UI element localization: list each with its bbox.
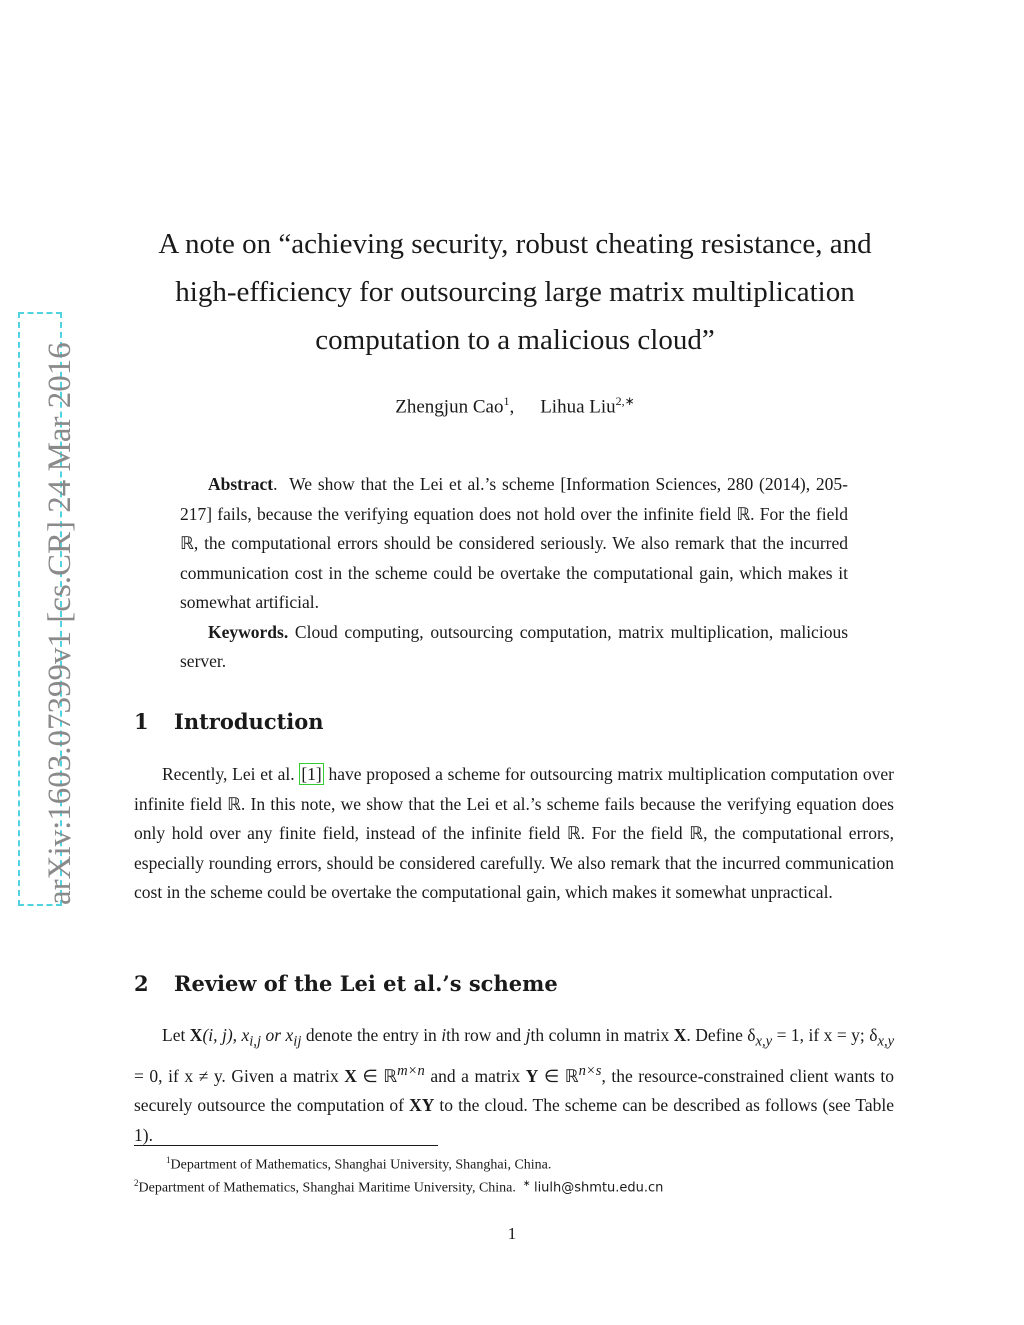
introduction-paragraph: Recently, Lei et al. [1] have proposed a scheme for outsourcing matrix multiplication computation over infinite field ℝ. In this note, we show that the Lei et al.’s scheme fails because the verifying equation does only hold over any finite field, instead of the infinite field ℝ. For the field ℝ, the computational errors, especially rounding errors, should be considered carefully. We also remark that the incurred communication cost in the scheme could be overtake the computational gain, which makes it somewhat unpractical. xyxy=(134,764,894,902)
review-paragraph: Let X(i, j), $x_{i,j}$ or $x_{ij}$ denote the entry in ith row and jth column in matrix X. Define $\delta_{x,y} = 1$, if x = y; $\delta_{x,y} = 0$, if x ≠ y. Given a matrix X ∈ ℝ$^{m\times n}$ and a matrix Y ∈ ℝ$^{n\times s}$, the resource-constrained client wants to securely outsource the computation of XY to the cloud. The scheme can be described as follows (see Table 1). xyxy=(134,1025,895,1145)
section-title: Introduction xyxy=(174,709,324,734)
footnote-rule xyxy=(134,1145,438,1146)
abstract-text: We show that the Lei et al.’s scheme [Information Sciences, 280 (2014), 205-217] fails, because the verifying equation does not hold over the infinite field ℝ. For the field ℝ, the computational errors should be considered seriously. We also remark that the incurred communication cost in the scheme could be overtake the computational gain, which makes it somewhat artificial. xyxy=(180,474,848,612)
author-affiliation-mark: 2,∗ xyxy=(615,394,635,408)
title-line-3: computation to a malicious cloud” xyxy=(315,324,715,356)
section-heading xyxy=(134,971,558,996)
paper-title xyxy=(130,220,900,364)
author-name: Zhengjun Cao xyxy=(395,396,504,418)
section-number: 2 xyxy=(134,971,149,996)
abstract-block: Abstract. We show that the Lei et al.’s scheme [Information Sciences, 280 (2014), 205-217] fails, because the verifying equation does not hold over the infinite field ℝ. For the field ℝ, the computational errors should be considered seriously. We also remark that the incurred communication cost in the scheme could be overtake the computational gain, which makes it somewhat artificial. Keywords. Cloud computing, outsourcing computation, matrix multiplication, malicious server. xyxy=(180,474,849,671)
abstract-label: Abstract xyxy=(208,474,274,494)
section-title: Review of the Lei et al.’s scheme xyxy=(174,971,558,996)
section-heading xyxy=(134,709,324,734)
citation-link[interactable]: [1] xyxy=(301,764,322,784)
page-number: 1 xyxy=(507,1224,517,1243)
footnote-2: $^2$Department of Mathematics, Shanghai Maritime University, China. ∗ liulh@shmtu.edu.cn xyxy=(134,1178,664,1196)
author-name: Lihua Liu xyxy=(540,396,616,418)
footnote-1: $^1$Department of Mathematics, Shanghai University, Shanghai, China. xyxy=(166,1155,552,1173)
keywords-label: Keywords. xyxy=(208,621,289,642)
title-line-2: high-efficiency for outsourcing large matrix multiplication xyxy=(175,276,855,308)
author-affiliation-mark: 1 xyxy=(503,394,510,408)
arxiv-identifier[interactable]: arXiv:1603.07399v1 [cs.CR] 24 Mar 2016 xyxy=(42,342,78,905)
title-line-1: A note on “achieving security, robust cheating resistance, and xyxy=(158,228,872,260)
keywords-text: Cloud computing, outsourcing computation, matrix multiplication, malicious server. xyxy=(180,621,849,671)
email-address[interactable]: liulh@shmtu.edu.cn xyxy=(533,1180,664,1196)
author-list: Zhengjun Cao$^1$, Lihua Liu$^{2,∗}$ xyxy=(395,394,635,418)
section-number: 1 xyxy=(134,709,149,734)
